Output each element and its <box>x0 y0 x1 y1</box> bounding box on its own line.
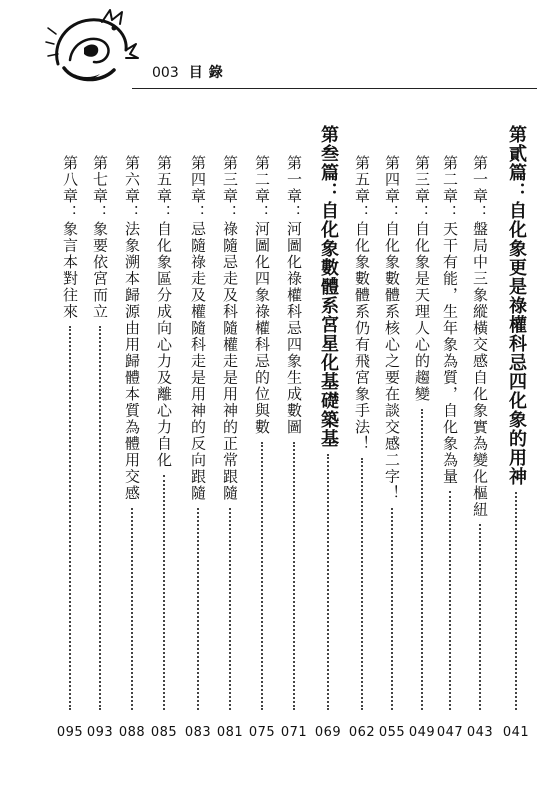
toc-page-number: 095 <box>56 725 84 740</box>
toc-dot-leader <box>293 442 295 710</box>
toc-chapter-title: 第六章：法象溯本歸源由用歸體本質為體用交感 <box>123 155 141 502</box>
toc-page-number: 083 <box>184 725 212 740</box>
toc-chapter-entry[interactable] <box>118 125 146 740</box>
toc-chapter-entry[interactable] <box>184 125 212 740</box>
toc-dot-leader <box>391 508 393 710</box>
toc-chapter-title: 第五章：自化象區分成向心力及離心力自化 <box>155 155 173 469</box>
toc-part-entry[interactable] <box>314 125 342 740</box>
toc-page-number: 062 <box>348 725 376 740</box>
toc-dot-leader <box>479 524 481 710</box>
toc-page-number: 093 <box>86 725 114 740</box>
toc-chapter-title: 第四章：忌隨祿走及權隨科走是用神的反向跟隨 <box>189 155 207 502</box>
toc-dot-leader <box>449 491 451 710</box>
dragon-logo-icon <box>44 4 140 96</box>
toc-chapter-title: 第三章：自化象是天理人心的趨變 <box>413 155 431 403</box>
page-title: 目錄 <box>188 65 229 81</box>
toc-dot-leader <box>515 492 517 710</box>
toc-chapter-entry[interactable] <box>436 125 464 740</box>
toc-page-number: 071 <box>280 725 308 740</box>
toc-page-number: 043 <box>466 725 494 740</box>
toc-chapter-title: 第一章：河圖化祿權科忌四象生成數圖 <box>285 155 303 436</box>
toc-page-number: 055 <box>378 725 406 740</box>
toc-chapter-title: 第七章：象要依宮而立 <box>91 155 109 320</box>
toc-chapter-entry[interactable] <box>216 125 244 740</box>
toc-chapter-entry[interactable] <box>56 125 84 740</box>
toc-dot-leader <box>131 508 133 710</box>
toc-dot-leader <box>99 326 101 710</box>
toc-chapter-entry[interactable] <box>86 125 114 740</box>
toc-dot-leader <box>197 508 199 710</box>
toc-chapter-entry[interactable] <box>348 125 376 740</box>
toc-dot-leader <box>229 508 231 710</box>
toc-part-title: 第貳篇：自化象更是祿權科忌四化象的用神 <box>506 125 527 486</box>
header-rule <box>132 88 537 89</box>
toc-dot-leader <box>261 442 263 710</box>
page-header <box>152 62 229 82</box>
toc-chapter-title: 第五章：自化象數體系仍有飛宮象手法！ <box>353 155 371 452</box>
toc-chapter-title: 第四章：自化象數體系核心之要在談交感二字！ <box>383 155 401 502</box>
toc-dot-leader <box>421 409 423 710</box>
toc-part-title: 第叁篇：自化象數體系宮星化基礎築基 <box>318 125 339 448</box>
toc-chapter-title: 第二章：河圖化四象祿權科忌的位與數 <box>253 155 271 436</box>
toc-chapter-title: 第三章：祿隨忌走及科隨權走是用神的正常跟隨 <box>221 155 239 502</box>
toc-chapter-entry[interactable] <box>280 125 308 740</box>
toc-chapter-entry[interactable] <box>378 125 406 740</box>
toc-chapter-entry[interactable] <box>408 125 436 740</box>
toc-page-number: 047 <box>436 725 464 740</box>
toc-chapter-title: 第二章：天干有能，生年象為質，自化象為量 <box>441 155 459 485</box>
toc-page-number: 088 <box>118 725 146 740</box>
toc-dot-leader <box>163 475 165 710</box>
toc-dot-leader <box>69 326 71 710</box>
header-page-number: 003 <box>152 65 179 81</box>
toc-part-entry[interactable] <box>502 125 530 740</box>
toc-dot-leader <box>361 458 363 710</box>
toc-page-number: 081 <box>216 725 244 740</box>
toc-chapter-entry[interactable] <box>248 125 276 740</box>
table-of-contents <box>40 125 530 740</box>
toc-page-number: 069 <box>314 725 342 740</box>
toc-page-number: 049 <box>408 725 436 740</box>
toc-chapter-title: 第八章：象言本對往來 <box>61 155 79 320</box>
toc-dot-leader <box>327 454 329 710</box>
toc-chapter-title: 第一章：盤局中三象縱橫交感自化象實為變化樞紐 <box>471 155 489 518</box>
toc-page-number: 075 <box>248 725 276 740</box>
toc-chapter-entry[interactable] <box>466 125 494 740</box>
toc-chapter-entry[interactable] <box>150 125 178 740</box>
toc-page-number: 085 <box>150 725 178 740</box>
toc-page-number: 041 <box>502 725 530 740</box>
